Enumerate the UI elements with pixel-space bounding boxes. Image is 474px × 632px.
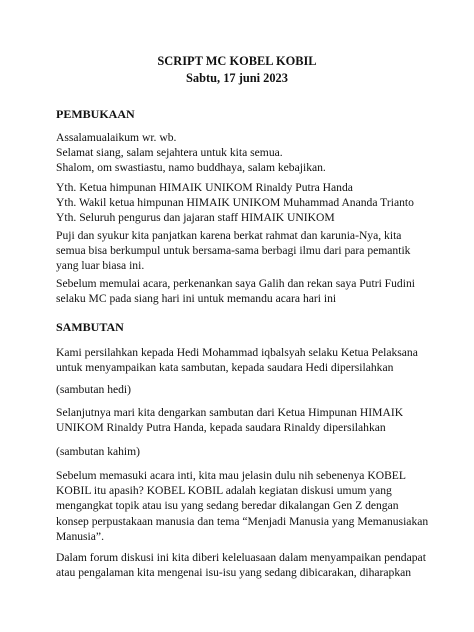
text-line: (sambutan kahim) [56, 445, 141, 458]
text-line: Yth. Ketua himpunan HIMAIK UNIKOM Rinaldy Putra Handa [56, 181, 353, 194]
text-line: yang luar biasa ini. [56, 259, 145, 273]
text-line: mengangkat topik atau isu yang sedang beredar dikalangan Gen Z dengan [56, 499, 399, 513]
text-line: Manusia”. [56, 529, 104, 543]
text-line: Sebelum memasuki acara inti, kita mau jelasin dulu nih sebenenya KOBEL [56, 469, 406, 482]
paragraph-forum-diskusi [56, 550, 456, 580]
text-line: selaku MC pada siang hari ini untuk memandu acara hari ini [56, 292, 337, 306]
text-line: Puji dan syukur kita panjatkan karena berkat rahmat dan karunia-Nya, kita [56, 229, 402, 242]
text-line: atau pengalaman kita mengenai isu-isu yang sedang dibicarakan, diharapkan [56, 566, 412, 580]
text-line: (sambutan hedi) [56, 383, 132, 396]
text-line: Shalom, om swastiastu, namo buddhaya, salam kebajikan. [56, 161, 326, 175]
section-heading-sambutan: SAMBUTAN [56, 320, 124, 334]
paragraph-mc-intro [56, 276, 456, 306]
text-line: UNIKOM Rinaldy Putra Handa, kepada saudara Rinaldy dipersilahkan [56, 421, 386, 435]
document-date: Sabtu, 17 juni 2023 [186, 71, 288, 85]
section-heading-pembukaan: PEMBUKAAN [56, 107, 135, 121]
text-line: Kami persilahkan kepada Hedi Mohammad iqbalsyah selaku Ketua Pelaksana [56, 346, 418, 359]
paragraph-honorifics [56, 180, 456, 226]
text-line: Yth. Wakil ketua himpunan HIMAIK UNIKOM Muhammad Ananda Trianto [56, 196, 414, 210]
text-line: Dalam forum diskusi ini kita diberi keleluasaan dalam menyampaikan pendapat [56, 551, 426, 564]
paragraph-gratitude [56, 228, 456, 274]
paragraph-sambutan-ketua-pelaksana [56, 345, 456, 375]
text-line: konsep perpustakaan manusia dan tema “Menjadi Manusia yang Memanusiakan [56, 514, 429, 528]
text-line: Yth. Seluruh pengurus dan jajaran staff HIMAIK UNIKOM [56, 211, 335, 225]
text-line: Selanjutnya mari kita dengarkan sambutan dari Ketua Himpunan HIMAIK [56, 406, 404, 419]
text-line: untuk menyampaikan kata sambutan, kepada saudara Hedi dipersilahkan [56, 361, 394, 375]
paragraph-kobel-kobil-explanation [56, 468, 456, 544]
text-line: semua bisa berkumpul untuk bersama-sama berbagi ilmu dari para pemantik [56, 244, 411, 258]
document-title: SCRIPT MC KOBEL KOBIL [157, 54, 317, 68]
paragraph-greeting [56, 130, 456, 176]
text-line: Sebelum memulai acara, perkenankan saya Galih dan rekan saya Putri Fudini [56, 277, 415, 290]
text-line: Assalamualaikum wr. wb. [56, 131, 177, 144]
paragraph-sambutan-ketua-himpunan [56, 405, 456, 435]
paragraph-sambutan-hedi [56, 382, 456, 397]
text-line: KOBIL itu apasih? KOBEL KOBIL adalah kegiatan diskusi umum yang [56, 484, 392, 498]
paragraph-sambutan-kahim [56, 444, 456, 459]
text-line: Selamat siang, salam sejahtera untuk kita semua. [56, 146, 283, 160]
